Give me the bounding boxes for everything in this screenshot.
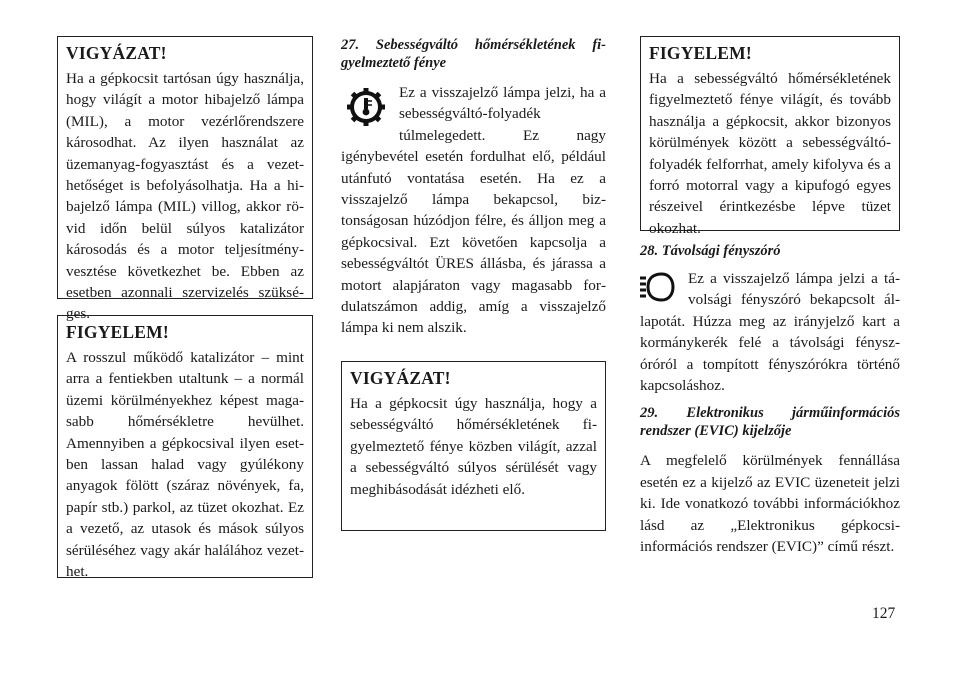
caution-title: FIGYELEM! bbox=[66, 322, 169, 342]
page-number: 127 bbox=[872, 605, 896, 622]
middle-column bbox=[341, 36, 606, 531]
warning-text: Ha a gépkocsit úgy használja, hogy a sebességváltó hőmérsékletének figyelmeztető fénye közben világít, azzal a sebességváltó súlyos sérülését vagy meghibásodását idézheti elő. bbox=[350, 394, 597, 498]
right-column bbox=[640, 36, 900, 557]
section-28-body bbox=[640, 268, 900, 396]
section-28-heading: 28. Távolsági fényszóró bbox=[640, 243, 781, 259]
warning-title: VIGYÁZAT! bbox=[350, 367, 451, 388]
section-27-text: Ez a visszajelző lámpa jelzi, ha a sebességváltó-folyadék túlmelegedett. Ez nagy igénybevétel esetén fordulhat elő, például utánfutó vontatása esetén. Ha ez a visszajelző lámpa bekapcsol, biztonságosan húzódjon félre, és álljon meg a gépkocsival. Ezt követően kapcsolja a sebességváltót ÜRES állásba, és járassa a motort alapjáraton vagy magasabb fordulatszámon addig, amíg a visszajelző lámpa ki nem alszik. bbox=[341, 84, 606, 337]
section-29-text: A megfelelő körülmények fennállása esetén ez a kijelző az EVIC üzeneteit jelzi ki. Ide vonatkozó további információkhoz lásd az „Elektronikus gépkocsiinformációs rendszer (EVIC)” című részt. bbox=[640, 452, 900, 556]
section-27-heading-line1: 27. Sebességváltó hőmérsékletének fi- bbox=[341, 37, 606, 53]
caution-text: Ha a sebességváltó hőmérsékletének figyelmeztető fénye világít, és tovább használja a gépkocsit, akkor bizonyos körülmények között a sebességváltófolyadék felforrhat, amely kifolyva és a forró motorral vagy a kipufogó egyes részeivel érintkezésbe lépve tüzet okozhat. bbox=[649, 70, 891, 237]
left-column bbox=[57, 36, 313, 581]
section-27-body bbox=[341, 82, 606, 339]
warning-box bbox=[341, 361, 606, 531]
transmission-temperature-icon bbox=[341, 86, 391, 128]
section-28-text: Ez a visszajelző lámpa jelzi a távolsági fényszóró bekapcsolt állapotát. Húzza meg az irányjelző kart a kormánykerék felé a távolsági fényszóróról a tompított fényszórókra történő kapcsoláshoz. bbox=[640, 270, 900, 395]
caution-title: FIGYELEM! bbox=[649, 43, 752, 63]
warning-text: Ha a gépkocsit tartósan úgy használja, hogy világít a motor hibajelző lámpa (MIL), a motor vezérlőrendszere károsodhat. Az ilyen használat az üzemanyag-fogyasztást és a vezethetőséget is befolyásolhatja. Ha a hibajelző lámpa (MIL) villog, akkor rövid időn belül súlyos katalizátor károsodás és a motor teljesítményvesztése következhet be. Ebben az esetben azonnali szervizelés szükséges. bbox=[66, 70, 304, 323]
section-27-heading-line2: gyelmeztető fénye bbox=[341, 55, 447, 71]
section-29-heading-line1: 29. Elektronikus járműinformációs bbox=[640, 405, 900, 422]
high-beam-icon bbox=[640, 270, 680, 304]
caution-box bbox=[640, 36, 900, 237]
caution-text: A rosszul működő katalizátor – mint arra a fentiekben utaltunk – a normál üzemi körülményekhez képest magasabb hőmérsékletre hevülhet. Amennyiben a gépkocsival ilyen esetben lassan halad vagy gyúlékony anyagok fölött (száraz növények, fa, papír stb.) parkol, az tüzet okozhat. Ez a vezető, az utasok és mások súlyos sérüléséhez vagy akár halálához vezethet. bbox=[66, 349, 304, 581]
warning-box bbox=[57, 36, 313, 323]
section-29-heading-line2: rendszer (EVIC) kijelzője bbox=[640, 423, 792, 440]
caution-box bbox=[57, 315, 313, 581]
warning-title: VIGYÁZAT! bbox=[66, 43, 167, 63]
